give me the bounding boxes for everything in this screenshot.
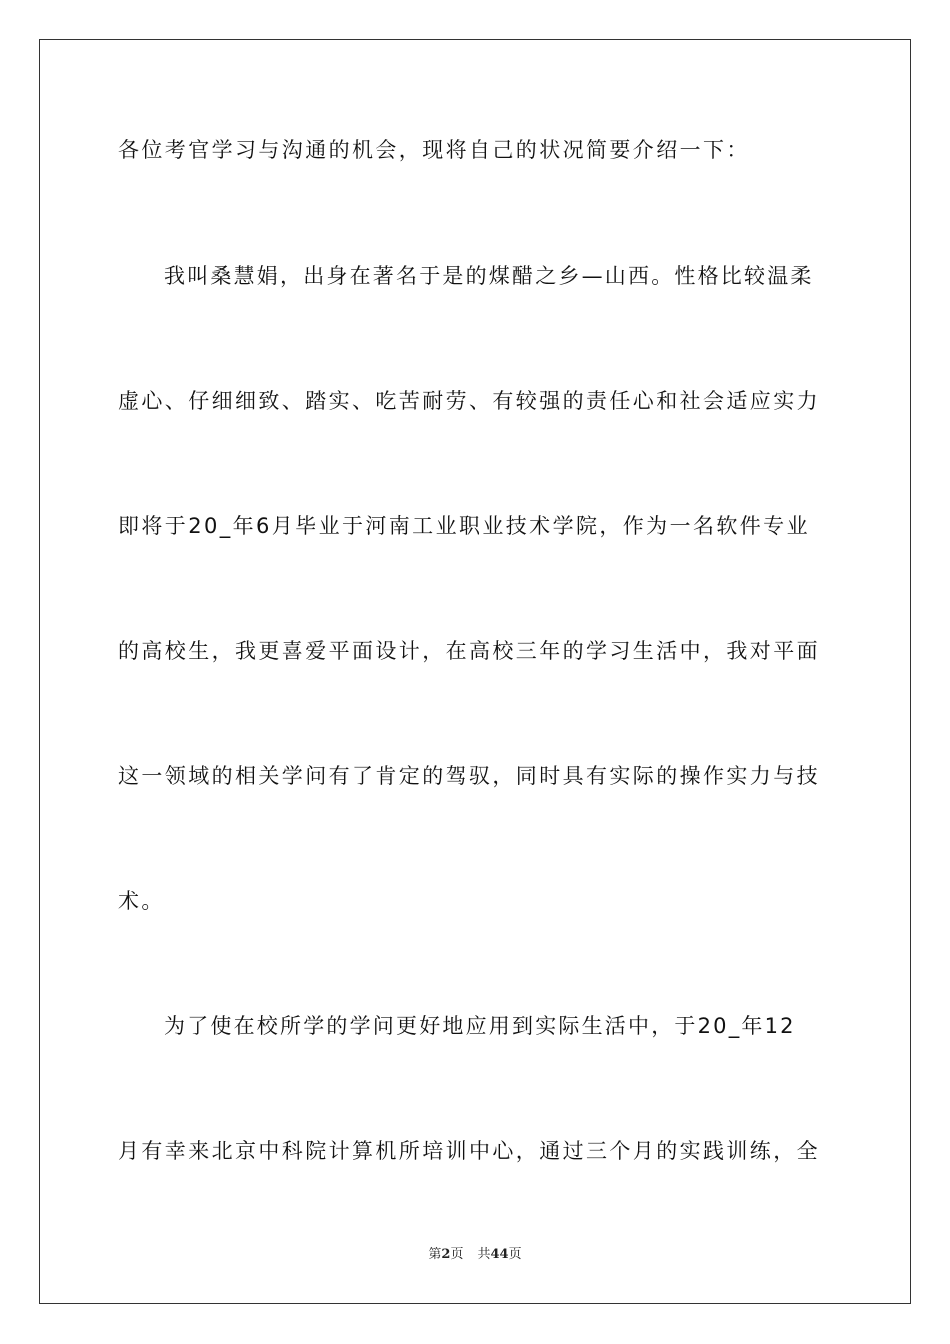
text-line-1: 各位考官学习与沟通的机会，现将自己的状况简要介绍一下：	[118, 138, 750, 162]
page-footer	[0, 1246, 950, 1264]
text-line-2: 我叫桑慧娟，出身在著名于是的煤醋之乡—山西。性格比较温柔	[164, 264, 814, 288]
footer-total-pages: 44	[490, 1247, 509, 1262]
text-line-5: 的高校生，我更喜爱平面设计，在高校三年的学习生活中，我对平面	[118, 639, 820, 663]
text-line-6: 这一领域的相关学问有了肯定的驾驭，同时具有实际的操作实力与技	[118, 764, 820, 788]
text-line-8: 为了使在校所学的学问更好地应用到实际生活中，于20_年12	[164, 1014, 796, 1038]
footer-page-number: 2	[441, 1247, 451, 1262]
text-line-4: 即将于20_年6月毕业于河南工业职业技术学院，作为一名软件专业	[118, 514, 810, 538]
footer-page-suffix: 页	[450, 1247, 464, 1262]
text-line-7: 术。	[118, 889, 165, 913]
text-line-3: 虚心、仔细细致、踏实、吃苦耐劳、有较强的责任心和社会适应实力	[118, 389, 820, 413]
footer-page-prefix: 第	[428, 1247, 442, 1262]
footer-total-prefix: 共	[477, 1247, 491, 1262]
text-line-9: 月有幸来北京中科院计算机所培训中心，通过三个月的实践训练，全	[118, 1139, 820, 1163]
page-border	[39, 39, 911, 1304]
footer-total-suffix: 页	[508, 1247, 522, 1262]
